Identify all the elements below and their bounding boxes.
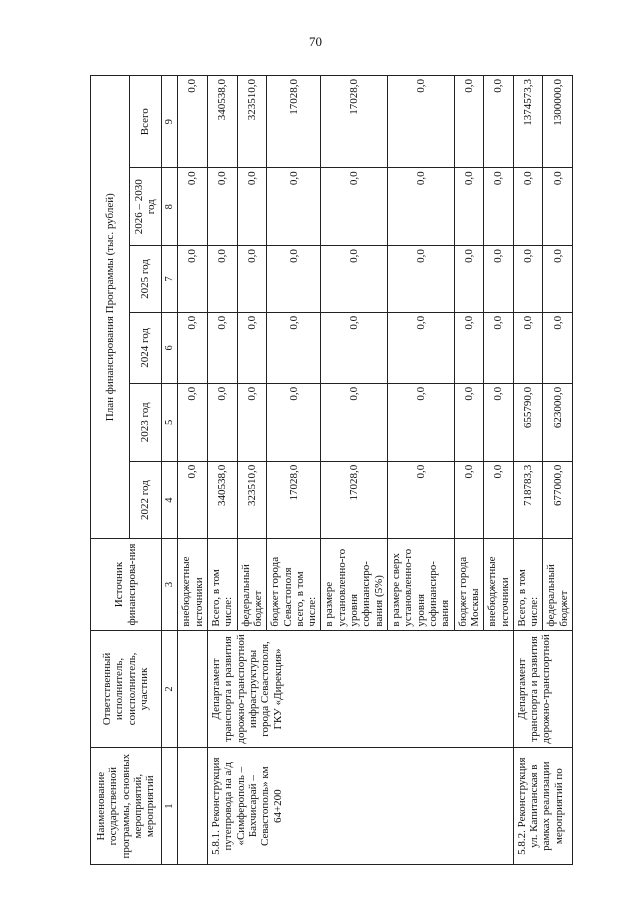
value-2022: 323510,0: [237, 461, 267, 539]
value-2025: 0,0: [267, 246, 321, 313]
measure-name-cell: [178, 748, 208, 865]
value-2023: 0,0: [178, 383, 208, 461]
value-2022: 0,0: [178, 461, 208, 539]
value-2024: 0,0: [321, 312, 388, 383]
value-2026-2030: 0,0: [267, 168, 321, 246]
value-total: 17028,0: [321, 76, 388, 168]
value-2026-2030: 0,0: [321, 168, 388, 246]
value-2025: 0,0: [178, 246, 208, 313]
value-2026-2030: 0,0: [513, 168, 543, 246]
value-2026-2030: 0,0: [178, 168, 208, 246]
table-row: [207, 76, 237, 865]
value-2023: 0,0: [454, 383, 484, 461]
table-row: [513, 76, 543, 865]
value-2022: 0,0: [454, 461, 484, 539]
value-2023: 623000,0: [543, 383, 573, 461]
value-2022: 340538,0: [207, 461, 237, 539]
value-total: 1300000,0: [543, 76, 573, 168]
value-2024: 0,0: [237, 312, 267, 383]
column-number: 4: [161, 461, 178, 539]
value-2025: 0,0: [237, 246, 267, 313]
column-number: 7: [161, 246, 178, 313]
value-total: 0,0: [454, 76, 484, 168]
source-cell: федеральный бюджет: [543, 539, 573, 630]
value-2026-2030: 0,0: [543, 168, 573, 246]
header-total: Всего: [129, 76, 161, 168]
column-number: 6: [161, 312, 178, 383]
value-total: 0,0: [388, 76, 455, 168]
value-2022: 17028,0: [267, 461, 321, 539]
executor-cell: [178, 630, 208, 748]
page-number: 70: [309, 34, 322, 49]
column-number: 5: [161, 383, 178, 461]
column-number-row: [161, 76, 178, 865]
column-number: 8: [161, 168, 178, 246]
value-total: 0,0: [484, 76, 514, 168]
source-cell: бюджет города Москвы: [454, 539, 484, 630]
value-2023: 0,0: [388, 383, 455, 461]
header-col2: Ответственный исполнитель, соисполнитель, участник: [91, 630, 162, 748]
source-cell: Всего, в том числе:: [207, 539, 237, 630]
column-number: 2: [161, 630, 178, 748]
value-2026-2030: 0,0: [454, 168, 484, 246]
value-2025: 0,0: [513, 246, 543, 313]
value-2025: 0,0: [484, 246, 514, 313]
header-col3: Источник финансирова-ния: [91, 539, 162, 630]
value-2023: 655790,0: [513, 383, 543, 461]
value-2022: 677000,0: [543, 461, 573, 539]
column-number: 3: [161, 539, 178, 630]
value-2026-2030: 0,0: [207, 168, 237, 246]
value-2024: 0,0: [178, 312, 208, 383]
value-2026-2030: 0,0: [237, 168, 267, 246]
value-2025: 0,0: [321, 246, 388, 313]
value-2023: 0,0: [267, 383, 321, 461]
value-2023: 0,0: [321, 383, 388, 461]
value-2024: 0,0: [543, 312, 573, 383]
value-total: 340538,0: [207, 76, 237, 168]
value-2023: 0,0: [237, 383, 267, 461]
header-col1: Наименование государственной программы, основных мероприятий, мероприятий: [91, 748, 162, 865]
value-2024: 0,0: [388, 312, 455, 383]
value-total: 0,0: [178, 76, 208, 168]
value-2022: 0,0: [484, 461, 514, 539]
value-2022: 718783,3: [513, 461, 543, 539]
value-total: 323510,0: [237, 76, 267, 168]
source-cell: бюджет города Севастополя всего, в том числе:: [267, 539, 321, 630]
value-2022: 17028,0: [321, 461, 388, 539]
executor-581: Департамент транспорта и развития дорожно-транспортной инфраструктуры города Севастополя, ГКУ «Дирекция»: [207, 630, 513, 748]
header-year-2025: 2025 год: [129, 246, 161, 313]
value-2024: 0,0: [207, 312, 237, 383]
header-plan: План финансирования Программы (тыс. рублей): [91, 76, 130, 539]
value-total: 17028,0: [267, 76, 321, 168]
value-2025: 0,0: [207, 246, 237, 313]
source-cell: Всего, в том числе:: [513, 539, 543, 630]
value-2025: 0,0: [543, 246, 573, 313]
value-2024: 0,0: [484, 312, 514, 383]
executor-582: Департамент транспорта и развития дорожно-транспортной: [513, 630, 572, 748]
rotated-table-container: [90, 75, 595, 865]
value-2025: 0,0: [454, 246, 484, 313]
financing-plan-table: [90, 75, 573, 865]
source-cell: в размере установленно-го уровня софинансиро-вания (5%): [321, 539, 388, 630]
source-cell: внебюджетные источники: [484, 539, 514, 630]
header-year-2026-2030: 2026 – 2030 год: [129, 168, 161, 246]
measure-name-582: 5.8.2. Реконструкция ул. Капитанская в рамках реализации мероприятий по: [513, 748, 572, 865]
value-2026-2030: 0,0: [484, 168, 514, 246]
header-year-2022: 2022 год: [129, 461, 161, 539]
value-2024: 0,0: [267, 312, 321, 383]
value-2026-2030: 0,0: [388, 168, 455, 246]
value-2023: 0,0: [484, 383, 514, 461]
column-number: 1: [161, 748, 178, 865]
value-total: 1374573,3: [513, 76, 543, 168]
value-2022: 0,0: [388, 461, 455, 539]
header-year-2023: 2023 год: [129, 383, 161, 461]
value-2024: 0,0: [454, 312, 484, 383]
header-row-1: [91, 76, 130, 865]
column-number: 9: [161, 76, 178, 168]
source-cell: в размере сверх установленно-го уровня софинансиро-вания: [388, 539, 455, 630]
value-2025: 0,0: [388, 246, 455, 313]
table-row: [178, 76, 208, 865]
value-2023: 0,0: [207, 383, 237, 461]
header-year-2024: 2024 год: [129, 312, 161, 383]
source-cell: федеральный бюджет: [237, 539, 267, 630]
source-cell: внебюджетные источники: [178, 539, 208, 630]
value-2024: 0,0: [513, 312, 543, 383]
measure-name-581: 5.8.1. Реконструкция путепровода на а/д «Симферополь – Бахчисарай – Севастополь» км 64+200: [207, 748, 513, 865]
